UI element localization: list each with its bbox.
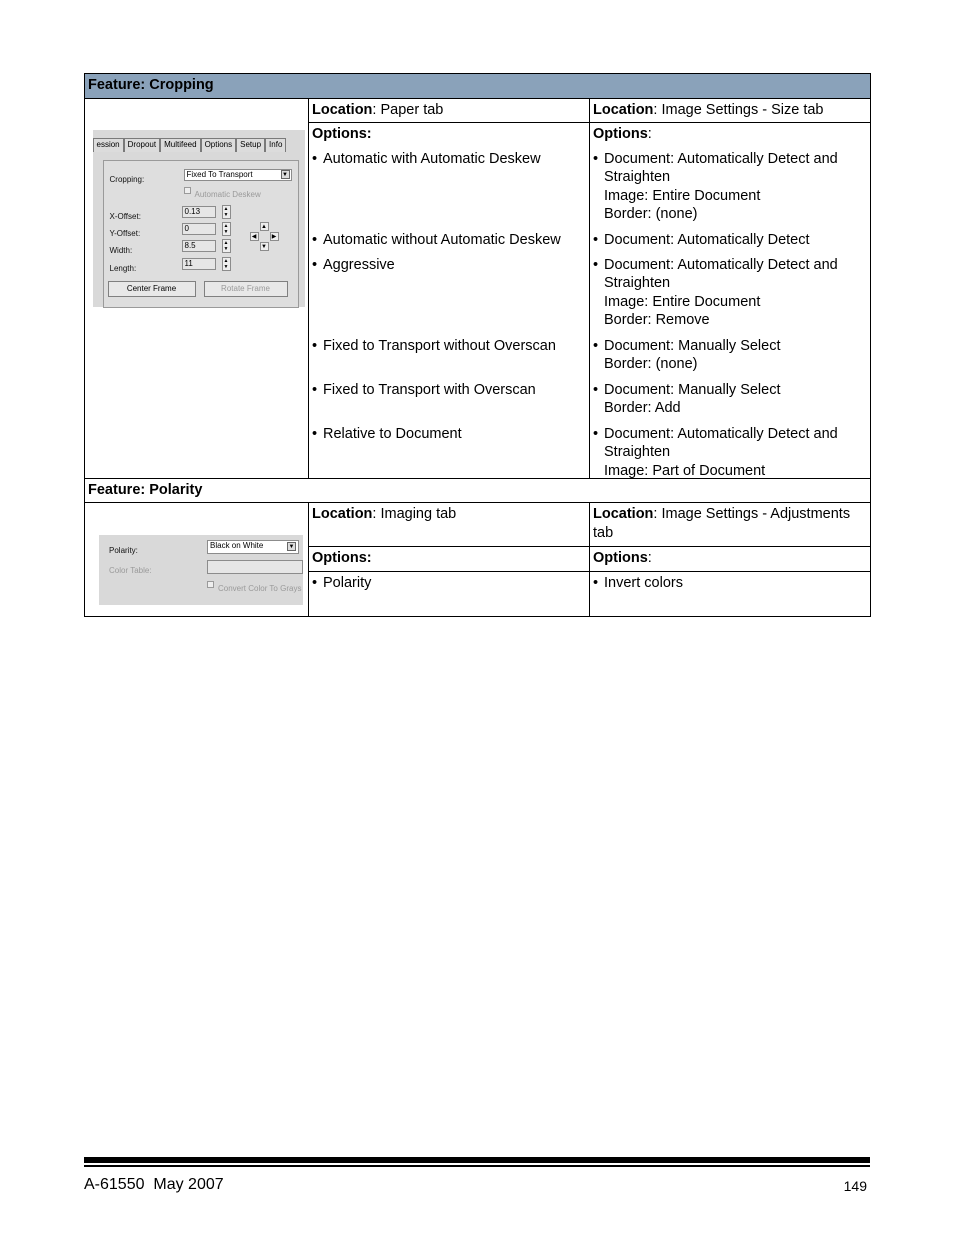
cropping-header-row	[85, 74, 871, 99]
auto-deskew-checkbox	[184, 187, 191, 194]
list-item	[593, 231, 867, 256]
tab-multifeed: Multifeed	[160, 138, 200, 152]
location-label: Location	[593, 506, 654, 522]
footer-document-id: A-61550 May 2007	[84, 1176, 224, 1193]
cropping-col1-options	[309, 123, 590, 478]
cropping-select-value: Fixed To Transport	[186, 169, 253, 179]
move-down-arrow-icon: ▼	[261, 243, 267, 250]
polarity-select-value: Black on White	[210, 541, 264, 550]
location-label: Location	[593, 101, 654, 118]
polarity-location-row	[85, 503, 871, 547]
option-text: Fixed to Transport with Overscan	[323, 381, 536, 398]
option-line: Image: Part of Document	[604, 462, 766, 479]
auto-deskew-label: Automatic Deskew	[194, 189, 261, 199]
bullet: •	[312, 150, 318, 167]
option-text: Automatic with Automatic Deskew	[323, 150, 541, 167]
location-label: Location	[312, 506, 373, 522]
tab-info: Info	[265, 138, 286, 152]
bullet: •	[593, 231, 599, 248]
tab-options: Options	[201, 138, 237, 152]
option-text: Polarity	[323, 574, 372, 591]
option-text	[604, 150, 867, 231]
polarity-label: Polarity:	[109, 546, 138, 555]
move-left-arrow-icon: ◀	[250, 232, 259, 241]
width-field: 8.5	[182, 240, 216, 252]
bullet: •	[312, 256, 318, 273]
location-value: : Image Settings - Adjustments tab	[593, 506, 851, 541]
option-line: Border: (none)	[604, 206, 698, 222]
option-text: Document: Automatically Detect	[604, 231, 810, 248]
options-label: Options:	[312, 126, 372, 142]
option-text: Relative to Document	[323, 425, 462, 442]
bullet: •	[312, 381, 318, 398]
option-text: Automatic without Automatic Deskew	[323, 231, 561, 248]
list-item	[312, 574, 586, 593]
location-value: : Imaging tab	[372, 506, 457, 522]
dialog-tab-bar	[93, 138, 287, 152]
option-line: Document: Automatically Detect and Straighten	[604, 425, 838, 460]
footer-rule-thin	[84, 1165, 870, 1167]
page-number: 149	[843, 1178, 867, 1194]
polarity-col2-value	[590, 571, 871, 616]
tab-compression: ession	[93, 138, 124, 152]
option-line: Image: Entire Document	[604, 187, 761, 204]
option-text	[604, 425, 867, 479]
bullet: •	[593, 337, 599, 354]
list-item	[593, 150, 867, 231]
dialog-panel	[103, 160, 299, 308]
option-text: Aggressive	[323, 256, 395, 273]
polarity-col1-options	[309, 547, 590, 572]
options-label: Options	[593, 550, 648, 566]
color-table-field	[207, 560, 303, 574]
polarity-header-row	[85, 478, 871, 503]
bullet: •	[593, 381, 599, 398]
y-offset-field: 0	[182, 223, 216, 235]
bullet: •	[593, 256, 599, 273]
tab-dropout: Dropout	[124, 138, 160, 152]
cropping-dropdown-arrow-icon: ▼	[282, 171, 288, 178]
options-suffix: :	[647, 126, 652, 142]
list-item	[312, 381, 586, 425]
option-line: Image: Entire Document	[604, 293, 761, 310]
width-spinner-icon: ▲ ▼	[222, 239, 231, 253]
polarity-col2-location	[590, 503, 871, 547]
list-item	[312, 425, 586, 475]
polarity-screenshot-cell	[85, 503, 309, 617]
option-line: Document: Manually Select	[604, 337, 781, 354]
option-text	[604, 381, 867, 425]
options-label: Options:	[312, 550, 372, 566]
bullet: •	[312, 337, 318, 354]
y-offset-label: Y-Offset:	[109, 228, 141, 238]
bullet: •	[312, 425, 318, 442]
center-frame-button: Center Frame	[108, 281, 196, 297]
cropping-dialog-screenshot	[93, 130, 305, 307]
options-label: Options	[593, 126, 648, 142]
footer-rule-thick	[84, 1157, 870, 1163]
bullet: •	[593, 150, 599, 167]
list-item	[593, 381, 867, 425]
cropping-col1-location	[309, 98, 590, 123]
list-item	[312, 231, 586, 256]
length-field: 11	[182, 258, 216, 270]
option-line: Document: Automatically Detect and Straighten	[604, 256, 838, 291]
option-text	[604, 256, 867, 337]
polarity-dropdown-arrow-icon: ▼	[288, 544, 295, 550]
option-text: Fixed to Transport without Overscan	[323, 337, 556, 354]
convert-grays-label: Convert Color To Grays	[218, 584, 302, 593]
move-up-arrow-icon: ▲	[261, 223, 267, 230]
option-line: Border: Add	[604, 400, 681, 416]
option-text: Invert colors	[604, 574, 683, 591]
polarity-dialog-screenshot	[99, 535, 303, 605]
cropping-location-row	[85, 98, 871, 123]
bullet: •	[312, 231, 318, 248]
polarity-feature-title: Feature: Polarity	[85, 478, 871, 503]
polarity-col2-options	[590, 547, 871, 572]
move-right-arrow-icon: ▶	[270, 232, 279, 241]
length-spinner-icon: ▲ ▼	[222, 257, 231, 271]
length-label: Length:	[109, 263, 137, 273]
option-line: Border: Remove	[604, 312, 710, 328]
list-item	[593, 425, 867, 479]
x-offset-spinner-icon: ▲ ▼	[222, 205, 231, 219]
list-item	[593, 574, 867, 593]
cropping-col2-options	[590, 123, 871, 478]
option-text	[604, 337, 867, 381]
bullet: •	[593, 425, 599, 442]
location-value: : Image Settings - Size tab	[653, 101, 824, 118]
width-label: Width:	[109, 245, 133, 255]
list-item	[593, 337, 867, 381]
option-line: Document: Manually Select	[604, 381, 781, 398]
cropping-feature-title: Feature: Cropping	[85, 74, 871, 99]
options-suffix: :	[647, 550, 652, 566]
list-item	[312, 256, 586, 337]
cropping-screenshot-cell	[85, 98, 309, 478]
option-line: Document: Automatically Detect and Straighten	[604, 150, 838, 185]
y-offset-spinner-icon: ▲ ▼	[222, 222, 231, 236]
list-item	[593, 256, 867, 337]
polarity-col1-value	[309, 571, 590, 616]
rotate-frame-button: Rotate Frame	[204, 281, 288, 297]
convert-grays-checkbox	[207, 581, 214, 588]
x-offset-field: 0.13	[182, 206, 216, 218]
list-item	[312, 150, 586, 231]
option-line: Border: (none)	[604, 356, 698, 372]
polarity-select	[207, 540, 299, 554]
cropping-label: Cropping:	[109, 174, 145, 184]
x-offset-label: X-Offset:	[109, 211, 141, 221]
bullet: •	[312, 574, 318, 591]
cropping-col2-location	[590, 98, 871, 123]
tab-setup: Setup	[236, 138, 265, 152]
polarity-col1-location	[309, 503, 590, 547]
color-table-label: Color Table:	[109, 566, 152, 575]
feature-table	[84, 73, 871, 617]
list-item	[312, 337, 586, 381]
location-value: : Paper tab	[372, 101, 444, 118]
cropping-select	[184, 169, 292, 181]
location-label: Location	[312, 101, 373, 118]
bullet: •	[593, 574, 599, 591]
